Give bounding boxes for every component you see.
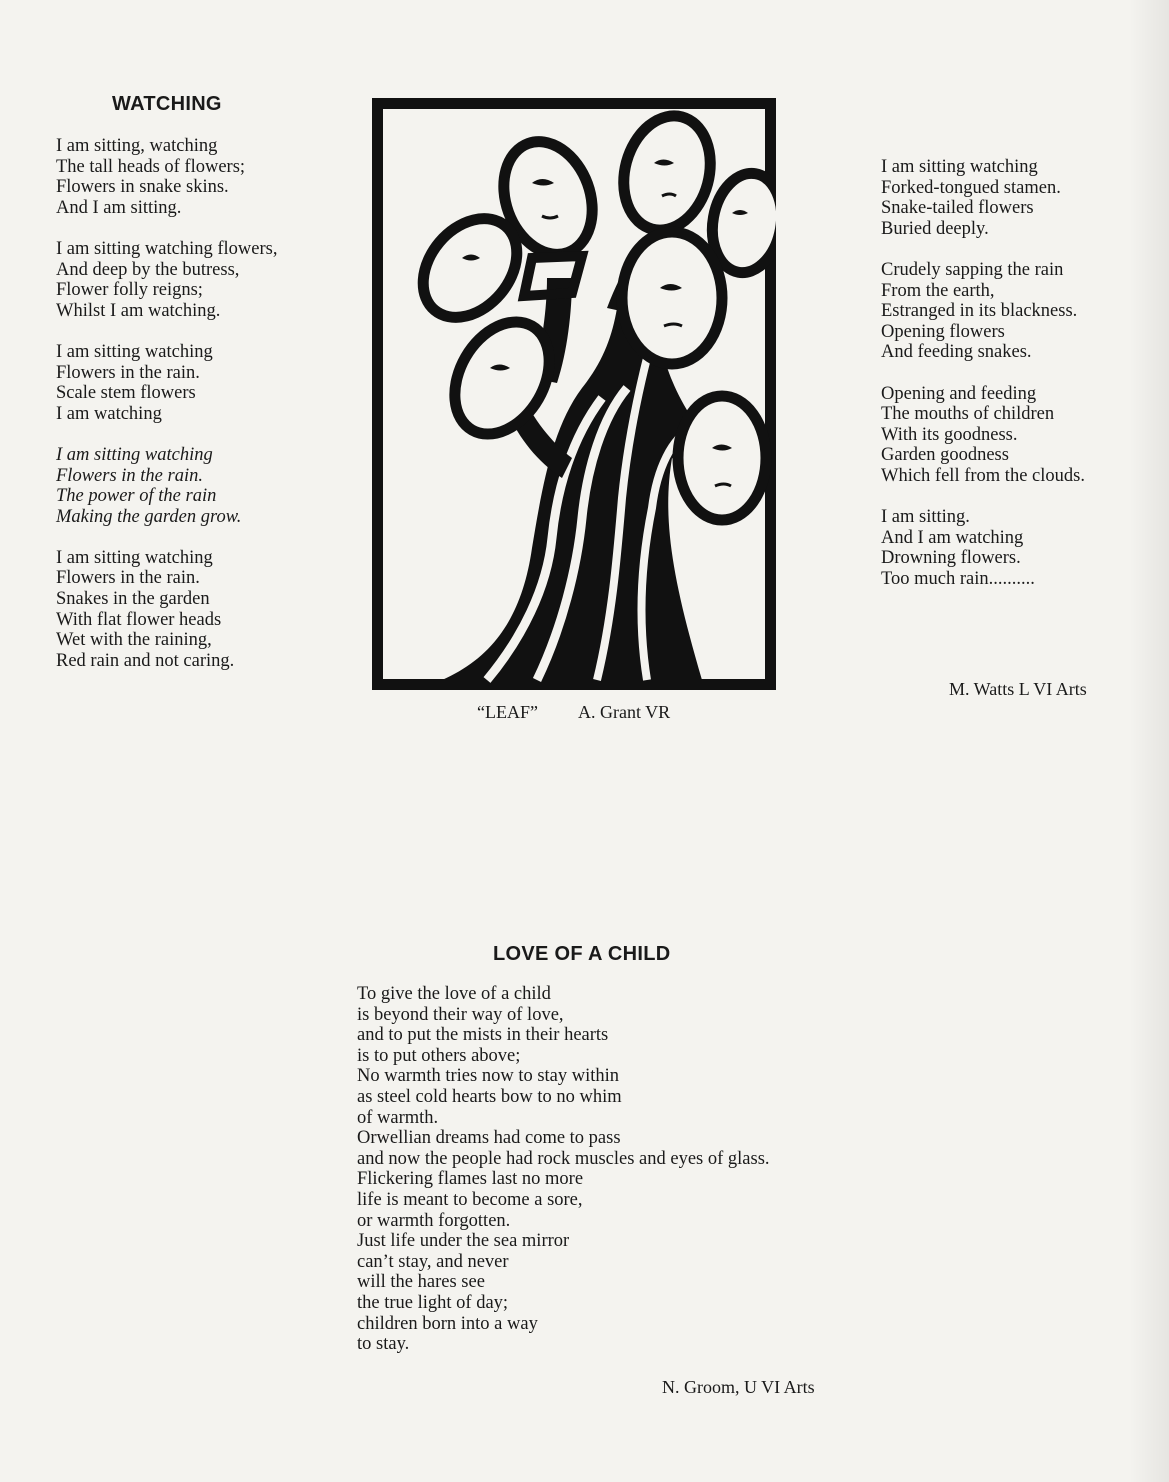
poem-line: Wet with the raining,: [56, 630, 212, 651]
poem-line: Whilst I am watching.: [56, 300, 221, 321]
poem-line: or warmth forgotten.: [357, 1210, 511, 1231]
poem-line: Snakes in the garden: [56, 589, 210, 610]
poem-line: Flowers in the rain.: [56, 568, 200, 589]
stanza: [56, 342, 277, 424]
poem-line: Flowers in the rain.: [56, 362, 200, 383]
poem-line: And I am sitting.: [56, 197, 182, 218]
poem-line: Flowers in the rain.: [56, 465, 203, 486]
poem-author-watching: M. Watts L VI Arts: [949, 679, 1087, 699]
poem-title-love-of-a-child: LOVE OF A CHILD: [493, 943, 671, 965]
poem-line: the true light of day;: [357, 1292, 509, 1313]
poem-line: I am sitting.: [881, 507, 970, 528]
page-edge-shadow: [1129, 0, 1169, 1482]
poem-line: Drowning flowers.: [881, 548, 1021, 569]
poem-line: Opening flowers: [881, 321, 1005, 342]
poem-line: Too much rain..........: [881, 568, 1035, 589]
poem-line: I am sitting watching: [881, 157, 1038, 177]
poem-line: Snake-tailed flowers: [881, 198, 1034, 219]
poem-line: Scale stem flowers: [56, 383, 196, 404]
poem-line: No warmth tries now to stay within: [357, 1066, 620, 1087]
stanza: [881, 260, 1085, 363]
poem-line: Garden goodness: [881, 445, 1009, 466]
artwork-title: “LEAF”: [477, 702, 538, 722]
poem-line: Just life under the sea mirror: [357, 1231, 570, 1252]
poem-watching-left: [56, 136, 277, 671]
poem-line: Orwellian dreams had come to pass: [357, 1128, 621, 1149]
artwork-artist: A. Grant VR: [578, 702, 671, 722]
poem-line: And I am watching: [881, 527, 1024, 548]
poem-line: can’t stay, and never: [357, 1251, 509, 1272]
poem-line: Forked-tongued stamen.: [881, 177, 1061, 198]
poem-line: is beyond their way of love,: [357, 1004, 564, 1025]
poem-line: From the earth,: [881, 280, 995, 301]
stanza: [56, 136, 277, 218]
poem-line: I am sitting watching: [56, 341, 213, 362]
poem-line: will the hares see: [357, 1272, 485, 1293]
leaf-woodcut-image: [372, 98, 776, 690]
poem-watching-right: [881, 157, 1085, 589]
poem-line: Buried deeply.: [881, 218, 989, 239]
stanza: [56, 548, 277, 672]
stanza: [56, 239, 277, 321]
poem-line: Which fell from the clouds.: [881, 465, 1085, 486]
stanza-italic: [56, 445, 277, 527]
poem-line: And feeding snakes.: [881, 342, 1032, 363]
poem-line: I am sitting, watching: [56, 136, 218, 156]
poem-line: Red rain and not caring.: [56, 650, 235, 671]
poem-line: and now the people had rock muscles and eyes of glass.: [357, 1148, 770, 1169]
poem-line: I am watching: [56, 403, 162, 424]
poem-title-watching: WATCHING: [112, 93, 222, 115]
poem-line: Flower folly reigns;: [56, 280, 203, 301]
poem-line: of warmth.: [357, 1107, 439, 1128]
poem-line: And deep by the butress,: [56, 259, 240, 280]
poem-line: as steel cold hearts bow to no whim: [357, 1086, 622, 1107]
poem-love-of-a-child: [357, 984, 770, 1355]
stanza: [881, 507, 1085, 589]
poem-author-love-of-a-child: N. Groom, U VI Arts: [662, 1377, 815, 1397]
poem-line: With flat flower heads: [56, 609, 222, 630]
poem-line: To give the love of a child: [357, 984, 551, 1004]
poem-line: Flickering flames last no more: [357, 1169, 584, 1190]
stanza: [881, 384, 1085, 487]
poem-line: I am sitting watching: [56, 547, 213, 568]
poem-line: Estranged in its blackness.: [881, 301, 1078, 322]
poem-line: children born into a way: [357, 1313, 538, 1334]
poem-line: The mouths of children: [881, 404, 1055, 425]
poem-line: life is meant to become a sore,: [357, 1189, 583, 1210]
poem-line: The tall heads of flowers;: [56, 156, 246, 177]
poem-line: I am sitting watching flowers,: [56, 238, 278, 259]
poem-line: Opening and feeding: [881, 383, 1037, 404]
poem-line: The power of the rain: [56, 486, 217, 507]
poem-line: With its goodness.: [881, 424, 1018, 445]
poem-line: I am sitting watching: [56, 444, 213, 465]
poem-line: is to put others above;: [357, 1045, 521, 1066]
poem-line: Flowers in snake skins.: [56, 177, 229, 198]
poem-line: Crudely sapping the rain: [881, 259, 1064, 280]
stanza: [881, 157, 1085, 239]
poem-line: and to put the mists in their hearts: [357, 1025, 609, 1046]
poem-line: to stay.: [357, 1334, 410, 1355]
poem-line: Making the garden grow.: [56, 506, 242, 527]
